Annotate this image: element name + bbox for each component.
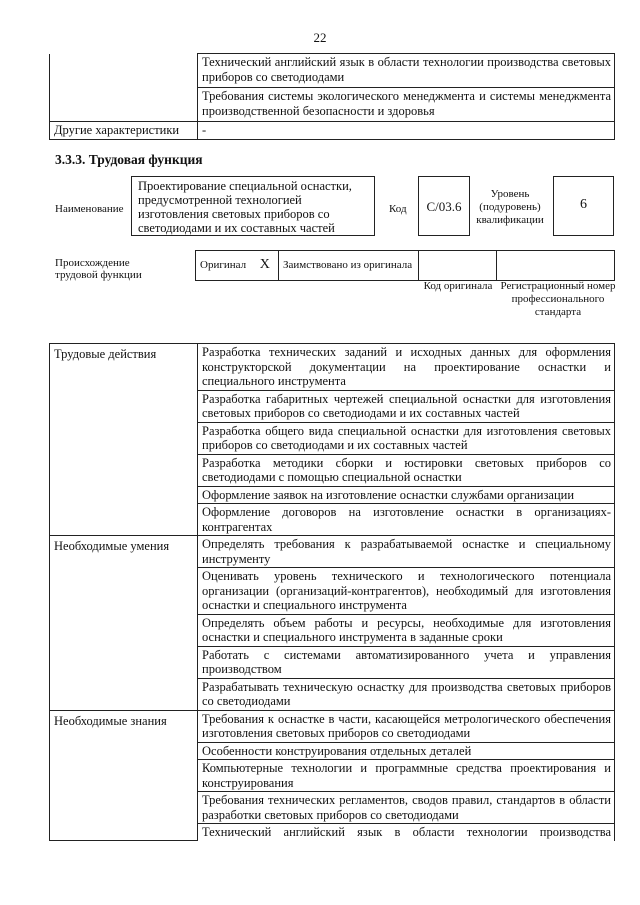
code-value: C/03.6 xyxy=(426,199,462,214)
group-item: Определять объем работы и ресурсы, необходимые для изготовления оснастки и специального инструмента в заданные сроки xyxy=(198,614,615,646)
origin-label: Происхождение трудовой функции xyxy=(55,257,142,281)
group-item: Разработка методики сборки и юстировки световых приборов со светодиодами с помощью специальной оснастки xyxy=(198,454,615,486)
code-caption: Код оригинала xyxy=(423,280,493,292)
group-item: Разработка общего вида специальной оснастки для изготовления световых приборов со светодиодами и их составных частей xyxy=(198,422,615,454)
table-row xyxy=(50,122,615,140)
page-number: 22 xyxy=(313,30,327,45)
group-item: Особенности конструирования отдельных деталей xyxy=(198,742,615,760)
origin-table xyxy=(195,250,615,281)
original-label: Оригинал xyxy=(196,251,251,281)
table-row xyxy=(50,710,615,742)
reg-caption: Регистрационный номер профессионального стандарта xyxy=(500,280,616,318)
original-code-cell xyxy=(419,251,497,281)
original-mark: X xyxy=(251,251,279,281)
group-item: Определять требования к разрабатываемой оснастке и специальному инструменту xyxy=(198,536,615,568)
code-label: Код xyxy=(389,203,407,215)
group-item: Оформление заявок на изготовление оснастки службами организации xyxy=(198,486,615,504)
group-label: Необходимые умения xyxy=(50,536,198,711)
group-knowledge xyxy=(50,710,615,841)
group-item: Требования технических регламентов, сводов правил, стандартов в области разработки световых приборов со светодиодами xyxy=(198,792,615,824)
top-table xyxy=(49,53,615,140)
reg-number-cell xyxy=(497,251,615,281)
group-item: Разработка технических заданий и исходных данных для оформления конструкторской документации на проектирование оснастки и специального инструмента xyxy=(198,344,615,391)
row-text: Требования системы экологического менеджмента и системы менеджмента производственной безопасности и здоровья xyxy=(198,88,615,122)
group-item: Разрабатывать техническую оснастку для производства световых приборов со светодиодами xyxy=(198,678,615,710)
group-label: Трудовые действия xyxy=(50,344,198,536)
group-item: Требования к оснастке в части, касающейся метрологического обеспечения изготовления световых приборов со светодиодами xyxy=(198,710,615,742)
level-label: Уровень (подуровень) квалификации xyxy=(476,188,544,226)
level-value: 6 xyxy=(580,197,587,212)
group-item: Оформление договоров на изготовление оснастки в организациях-контрагентах xyxy=(198,504,615,536)
group-item: Работать с системами автоматизированного учета и управления производством xyxy=(198,646,615,678)
row-label xyxy=(50,88,198,122)
code-box xyxy=(418,176,470,236)
borrowed-label: Заимствовано из оригинала xyxy=(279,251,419,281)
name-label: Наименование xyxy=(55,203,124,215)
function-name-text: Проектирование специальной оснастки, предусмотренной технологией изготовления световых приборов со светодиодами и их составных частей xyxy=(138,179,352,235)
group-item: Компьютерные технологии и программные средства проектирования и конструирования xyxy=(198,760,615,792)
section-title: 3.3.3. Трудовая функция xyxy=(55,152,203,167)
function-name xyxy=(131,176,375,236)
table-row xyxy=(50,344,615,391)
row-label: Другие характеристики xyxy=(50,122,198,140)
group-item: Оценивать уровень технического и технологического потенциала организации (организаций-контрагентов), необходимый для изготовления оснастки и специального инструмента xyxy=(198,568,615,615)
group-item: Разработка габаритных чертежей специальной оснастки для изготовления световых приборов со светодиодами и их составных частей xyxy=(198,390,615,422)
table-row xyxy=(50,54,615,88)
table-row xyxy=(50,536,615,568)
row-label xyxy=(50,54,198,88)
group-skills xyxy=(50,536,615,711)
group-item: Технический английский язык в области технологии производства xyxy=(198,824,615,841)
table-row xyxy=(50,88,615,122)
main-table xyxy=(49,343,615,841)
group-work-actions xyxy=(50,344,615,536)
table-row xyxy=(196,251,615,281)
row-text: - xyxy=(198,122,615,140)
row-text: Технический английский язык в области технологии производства световых приборов со светодиодами xyxy=(198,54,615,88)
level-box xyxy=(553,176,614,236)
group-label: Необходимые знания xyxy=(50,710,198,841)
